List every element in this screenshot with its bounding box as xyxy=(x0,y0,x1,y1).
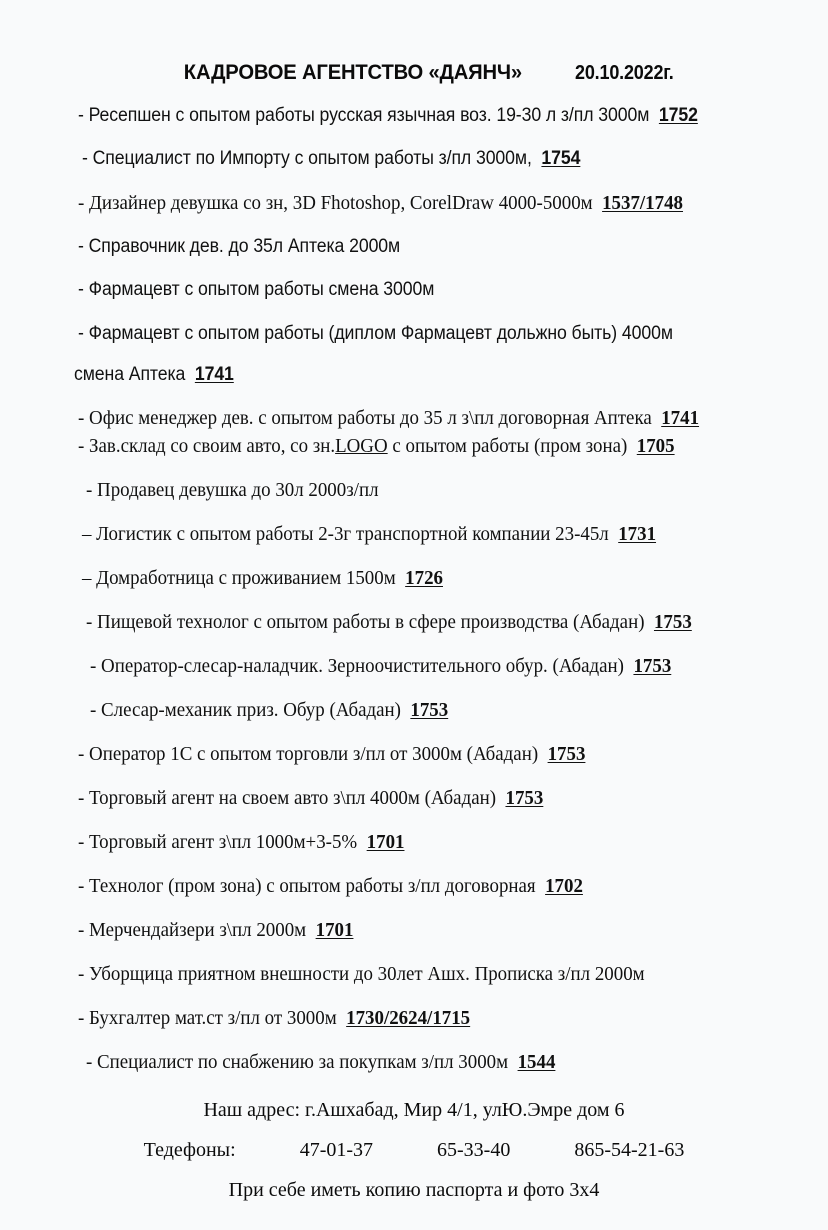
listing-item xyxy=(78,236,738,258)
listing-text: Слесар-механик приз. Обур (Абадан) xyxy=(101,700,401,722)
listing-bullet: - xyxy=(78,235,89,257)
vacancy-code: 1752 xyxy=(658,105,698,126)
listing-text: Специалист по Импорту с опытом работы з/пл 3000м, xyxy=(92,148,532,170)
listing-bullet: - xyxy=(82,148,93,170)
listing-text: Ресепшен с опытом работы русская язычная воз. 19-30 л з/пл 3000м xyxy=(88,105,650,126)
listing-bullet: - xyxy=(78,1008,90,1030)
vacancy-code: 1726 xyxy=(405,568,443,590)
listing-item xyxy=(78,919,767,942)
listing-bullet: - xyxy=(78,832,90,854)
listing-item xyxy=(78,1007,767,1030)
listing-item xyxy=(78,831,767,854)
footer-note: При себе иметь копию паспорта и фото 3х4 xyxy=(228,1179,600,1202)
vacancy-code: 1731 xyxy=(618,524,657,546)
listing-item xyxy=(86,611,767,634)
listing-item xyxy=(90,699,767,722)
listing-item xyxy=(82,148,739,170)
listing-spacer xyxy=(624,656,633,677)
vacancy-code: 1754 xyxy=(541,148,581,170)
listing-item xyxy=(90,655,767,678)
listing-spacer xyxy=(652,408,661,429)
listing-text: Специалист по снабжению за покупкам з/пл 3000м xyxy=(97,1052,509,1074)
page-title: КАДРОВОЕ АГЕНТСТВО «ДАЯНЧ» xyxy=(184,60,523,84)
listing-item xyxy=(78,279,738,301)
listing-text: Домработница с проживанием 1500м xyxy=(96,568,396,590)
listing-spacer xyxy=(496,788,505,809)
document-date: 20.10.2022г. xyxy=(575,62,674,84)
listing-bullet: - xyxy=(78,192,90,214)
listing-spacer xyxy=(357,832,366,853)
listing-text: Дизайнер девушка со зн, 3D Fhotoshop, CorelDraw 4000-5000м xyxy=(89,192,593,214)
listing-item xyxy=(78,875,767,898)
vacancy-code: 1537/1748 xyxy=(602,192,684,214)
listing-item xyxy=(78,435,767,458)
listing-bullet: - xyxy=(78,105,89,126)
job-listings xyxy=(0,105,828,1074)
listing-spacer xyxy=(532,148,542,169)
vacancy-code: 1730/2624/1715 xyxy=(346,1008,471,1030)
document-header xyxy=(0,0,828,85)
phones-label: Тедефоны: xyxy=(143,1139,236,1162)
listing-bullet: - xyxy=(78,920,90,942)
listing-spacer xyxy=(609,524,618,545)
listing-spacer xyxy=(538,744,547,765)
listing-bullet: - xyxy=(90,656,102,678)
vacancy-code: 1701 xyxy=(366,832,405,854)
listing-text: Офис менеджер дев. с опытом работы до 35 л з\пл договорная Аптека xyxy=(89,408,652,430)
listing-spacer xyxy=(185,364,195,385)
vacancy-code: 1544 xyxy=(517,1052,556,1074)
listing-item xyxy=(78,192,767,215)
listing-text: Продавец девушка до 30л 2000з/пл xyxy=(97,480,379,502)
listing-bullet: - xyxy=(78,322,89,344)
listing-text: с опытом работы (пром зона) xyxy=(387,436,628,458)
listing-item xyxy=(78,105,738,127)
listing-spacer xyxy=(401,700,410,721)
vacancy-code: 1753 xyxy=(633,656,672,678)
listing-text: Оператор 1С с опытом торговли з/пл от 3000м (Абадан) xyxy=(89,744,539,766)
listing-bullet: - xyxy=(78,408,90,430)
listing-text-underlined: LOGO xyxy=(335,436,388,458)
listing-text: Фармацевт с опытом работы (диплом Фармацевт дольжно быть) 4000м xyxy=(88,322,673,344)
listing-bullet: - xyxy=(78,788,90,810)
listing-spacer xyxy=(337,1008,346,1029)
listing-text: смена Аптека xyxy=(74,364,186,386)
listing-text: Торговый агент на своем авто з\пл 4000м (Абадан) xyxy=(89,788,497,810)
vacancy-code: 1753 xyxy=(505,788,544,810)
listing-item xyxy=(78,407,767,430)
listing-spacer xyxy=(536,876,545,897)
listing-bullet: – xyxy=(82,568,97,590)
listing-item xyxy=(82,523,767,546)
listing-item xyxy=(78,743,767,766)
phone-number: 865-54-21-63 xyxy=(574,1139,685,1162)
listing-bullet: - xyxy=(78,964,90,986)
listing-item xyxy=(78,787,767,810)
vacancy-code: 1753 xyxy=(653,612,692,634)
listing-text: Бухгалтер мат.ст з/пл от 3000м xyxy=(89,1008,337,1030)
listing-spacer xyxy=(649,105,659,126)
listing-item xyxy=(78,963,767,986)
listing-text: Пищевой технолог с опытом работы в сфере производства (Абадан) xyxy=(97,612,645,634)
vacancy-code: 1753 xyxy=(547,744,586,766)
listing-item xyxy=(82,567,767,590)
listing-text: Мерчендайзери з\пл 2000м xyxy=(89,920,307,942)
phone-list xyxy=(144,1140,685,1160)
document-footer xyxy=(0,1100,828,1200)
listing-bullet: - xyxy=(86,612,98,634)
listing-bullet: – xyxy=(82,524,97,546)
vacancy-code: 1702 xyxy=(545,876,583,898)
listing-text: Справочник дев. до 35л Аптека 2000м xyxy=(88,235,401,257)
vacancy-code: 1753 xyxy=(410,700,449,722)
listing-text: Логистик с опытом работы 2-3г транспортной компании 23-45л xyxy=(96,524,609,546)
listing-text: Зав.склад со своим авто, со зн. xyxy=(89,436,336,458)
listing-bullet: - xyxy=(78,744,90,766)
vacancy-code: 1701 xyxy=(315,920,354,942)
listing-text: Фармацевт с опытом работы смена 3000м xyxy=(88,279,435,301)
footer-address: Наш адрес: г.Ашхабад, Мир 4/1, улЮ.Эмре дом 6 xyxy=(203,1099,625,1122)
listing-spacer xyxy=(508,1052,517,1073)
listing-item xyxy=(86,479,767,502)
phone-number: 47-01-37 xyxy=(299,1139,374,1162)
listing-item xyxy=(74,364,738,386)
listing-spacer xyxy=(627,436,636,457)
listing-text: Оператор-слесар-наладчик. Зерноочистительного обур. (Абадан) xyxy=(101,656,624,678)
listing-text: Технолог (пром зона) с опытом работы з/пл договорная xyxy=(89,876,536,898)
listing-text: Уборщица приятном внешности до 30лет Ашх. Прописка з/пл 2000м xyxy=(89,964,645,986)
footer-phones xyxy=(0,1140,828,1160)
listing-bullet: - xyxy=(78,279,89,301)
vacancy-code: 1705 xyxy=(636,436,675,458)
listing-text: Торговый агент з\пл 1000м+3-5% xyxy=(89,832,358,854)
listing-spacer xyxy=(306,920,315,941)
listing-bullet: - xyxy=(90,700,102,722)
listing-item xyxy=(78,323,738,345)
listing-bullet: - xyxy=(86,480,98,502)
listing-item xyxy=(86,1051,767,1074)
listing-bullet: - xyxy=(78,436,90,458)
listing-spacer xyxy=(396,568,405,589)
listing-spacer xyxy=(593,193,602,214)
vacancy-code: 1741 xyxy=(194,364,234,386)
vacancy-code: 1741 xyxy=(661,408,700,430)
phone-number: 65-33-40 xyxy=(437,1139,511,1162)
listing-bullet: - xyxy=(86,1052,98,1074)
listing-spacer xyxy=(645,612,654,633)
listing-bullet: - xyxy=(78,876,90,898)
